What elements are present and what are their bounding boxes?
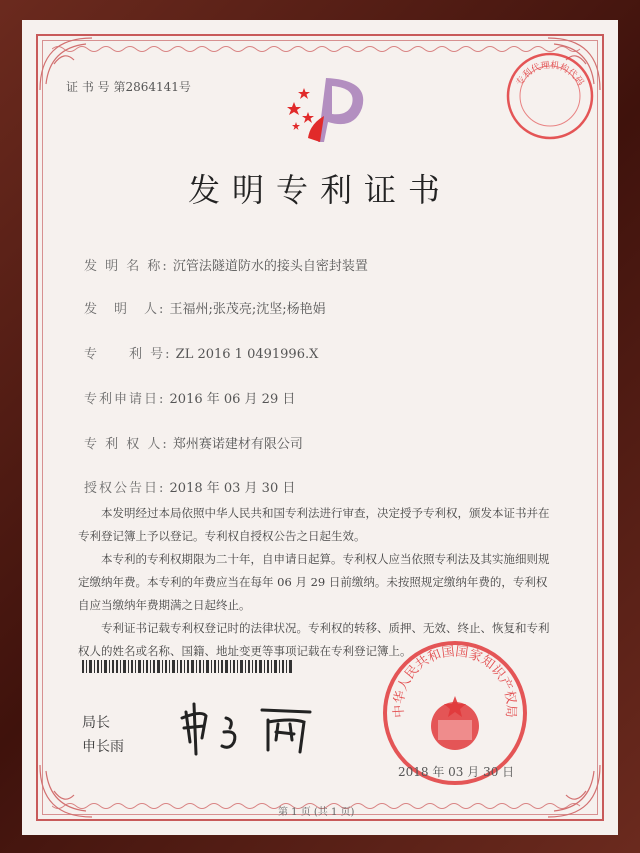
field-row-patent-number [84,343,318,362]
field-value: 2016 年 06 月 29 日 [169,392,296,407]
certificate-title: 发明专利证书 [187,171,452,209]
field-row-inventors [84,298,326,317]
page-number: 第 1 页 (共 1 页) [278,807,355,818]
field-value: 王福州;张茂亮;沈坚;杨艳娟 [169,302,326,317]
field-label: 发 明 名 称: [84,259,169,274]
agency-seal [504,50,596,142]
field-value: 沉管法隧道防水的接头自密封装置 [172,259,368,274]
corner-ornament-br [544,761,604,821]
body-paragraph: 本发明经过本局依照中华人民共和国专利法进行审查，决定授予专利权，颁发本证书并在专利登记簿上予以登记。专利权自授权公告之日起生效。 [78,506,550,543]
body-paragraph: 专利证书记载专利权登记时的法律状况。专利权的转移、质押、无效、终止、恢复和专利权人的姓名或名称、国籍、地址变更等事项记载在专利登记簿上。 [78,621,550,658]
director-title: 局长 [82,715,110,731]
cnipa-logo-icon [280,72,384,152]
director-name: 申长雨 [82,739,124,755]
barcode [82,660,292,673]
director-signature [172,700,322,760]
field-value: 2018 年 03 月 30 日 [169,481,296,496]
field-value: ZL 2016 1 0491996.X [175,347,319,362]
certificate-number: 证 书 号 第2864141号 [66,80,191,94]
body-paragraph: 本专利的专利权期限为二十年，自申请日起算。专利权人应当依照专利法及其实施细则规定缴纳年费。本专利的年费应当在每年 06 月 29 日前缴纳。未按照规定缴纳年费的，专利权自应当缴纳年费期满之日起终止。 [78,552,550,612]
field-label: 专利申请日: [84,392,166,407]
field-row-application-date [84,388,295,407]
field-value: 郑州赛诺建材有限公司 [172,437,303,452]
field-row-patentee [84,433,303,452]
field-label: 专 利 号: [84,347,172,362]
field-row-invention-name [84,255,368,274]
svg-text:专利代理机构代码: 专利代理机构代码 [514,60,586,88]
issue-date: 2018 年 03 月 30 日 [398,765,515,779]
field-label: 专 利 权 人: [84,437,169,452]
field-label: 授权公告日: [84,481,166,496]
field-row-grant-date [84,477,295,496]
svg-text:中华人民共和国国家知识产权局: 中华人民共和国国家知识产权局 [391,644,519,719]
corner-ornament-bl [36,761,96,821]
field-label: 发 明 人: [84,302,166,317]
